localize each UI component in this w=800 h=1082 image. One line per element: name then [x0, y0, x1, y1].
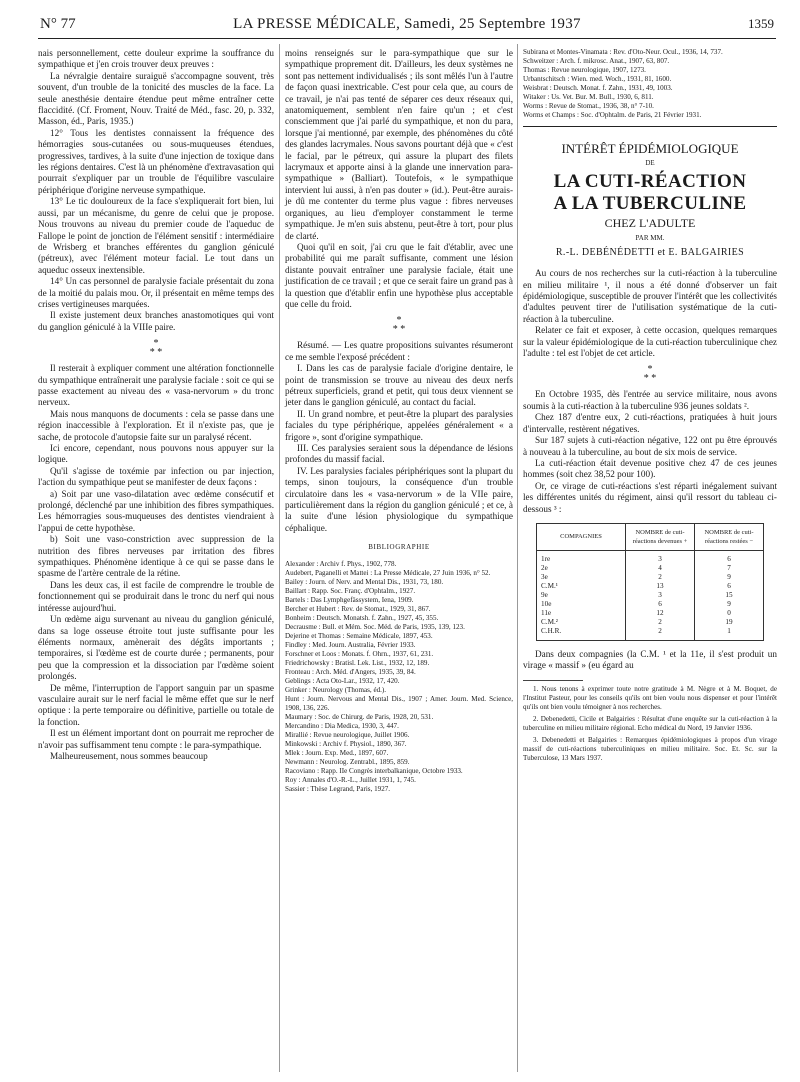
- bib-entry: Decrausme : Bull. et Mém. Soc. Méd. de Paris, 1935, 139, 123.: [285, 622, 465, 631]
- bib-entry: Bartels : Das Lymphgefässystem, Iena, 1909.: [285, 595, 414, 604]
- bib-entry: Urbantschitsch : Wien. med. Woch., 1931, 81, 1600.: [523, 75, 672, 83]
- bib-entry: Worms : Revue de Stomat., 1936, 38, n° 7-10.: [523, 102, 654, 110]
- section-asterism: * * *: [392, 315, 406, 336]
- paragraph: 14° Un cas personnel de paralysie faciale présentait du zona de la moitié du palais mou. Or, il présentait en même temps des crises vertigineuses marquées.: [38, 276, 274, 309]
- table-header: NOMBRE de cuti-réactions restées −: [695, 523, 764, 550]
- bibliography-list: [285, 560, 513, 794]
- column-divider: [279, 44, 280, 1072]
- summary-paragraph: III. Ces paralysies seraient sous la dépendance de lésions profondes du massif facial.: [285, 443, 513, 465]
- bib-entry: Geblings : Acta Oto-Lar., 1932, 17, 420.: [285, 676, 400, 685]
- bib-entry: Audebert, Paganelli et Mattei : La Presse Médicale, 27 Juin 1936, n° 52.: [285, 568, 491, 577]
- bib-entry: Worms et Champs : Soc. d'Ophtalm. de Paris, 21 Février 1931.: [523, 111, 702, 119]
- footnote: 3. Debenedetti et Balgairies : Remarques épidémiologiques à propos d'un virage massif de cuti-réactions tuberculiniques en milieu militaire. Soc. Et. Sc. sur la Tuberculose, 13 Mars 1937.: [523, 735, 777, 762]
- bib-entry: Bailey : Journ. of Nerv. and Mental Dis., 1931, 73, 180.: [285, 577, 444, 586]
- bib-entry: Maumary : Soc. de Chirurg. de Paris, 1928, 20, 531.: [285, 712, 434, 721]
- table-cell: 6: [695, 582, 764, 591]
- bib-entry: Subirana et Montes-Vinamata : Rev. d'Oto-Neur. Ocul., 1936, 14, 737.: [523, 48, 723, 56]
- bib-entry: Friedrichowsky : Bratisl. Lek. List., 1932, 12, 189.: [285, 658, 430, 667]
- column-divider: [517, 44, 518, 1072]
- table-row: [537, 600, 764, 609]
- table-cell: 1re: [537, 550, 626, 564]
- bib-entry: Hunt : Journ. Nervous and Mental Dis., 1907 ; Amer. Journ. Med. Science, 1908, 136, 226.: [285, 694, 513, 712]
- paragraph: Dans deux compagnies (la C.M. ¹ et la 11e, il s'est produit un virage « massif » (eu égard au: [523, 648, 777, 671]
- paragraph: Ici encore, cependant, nous pouvons nous appuyer sur la logique.: [38, 443, 274, 465]
- summary-paragraph: Résumé. — Les quatre propositions suivantes résumeront ce me semble l'exposé précédent :: [285, 340, 513, 362]
- bibliography-heading: BIBLIOGRAPHIE: [368, 543, 430, 552]
- table-row: [537, 550, 764, 564]
- bib-entry: Fronteau : Arch. Méd. d'Angers, 1935, 39, 84.: [285, 667, 416, 676]
- table-cell: C.M.²: [537, 618, 626, 627]
- bib-entry: Dejerine et Thomas : Semaine Médicale, 1897, 453.: [285, 631, 433, 640]
- table-cell: 9e: [537, 591, 626, 600]
- table-cell: 12: [626, 609, 695, 618]
- paragraph: Au cours de nos recherches sur la cuti-réaction à la tuberculine en milieu militaire ¹, il nous a été donné d'observer un fait épidémiologique, susceptible de prouver l'intérêt que les collectivités d'adultes peuvent tirer de l'utilisation systématique de la cuti-réaction à la tuberculine.: [523, 268, 777, 324]
- table-row: [537, 627, 764, 641]
- paragraph: Malheureusement, nous sommes beaucoup: [50, 750, 208, 761]
- paragraph: Mais nous manquons de documents : cela se passe dans une région inaccessible à l'exploration. Et il n'existe pas, que je sache, de protocole d'autopsie faite sur un paralysé récent.: [38, 408, 274, 442]
- bib-entry: Sassier : Thèse Legrand, Paris, 1927.: [285, 784, 391, 793]
- bib-entry: Mlek : Journ. Exp. Med., 1897, 607.: [285, 748, 389, 757]
- bib-entry: Racoviano : Rapp. IIe Congrès interbalkanique, Octobre 1933.: [285, 766, 463, 775]
- table-cell: 0: [695, 609, 764, 618]
- table-cell: 9: [695, 600, 764, 609]
- paragraph: Il resterait à expliquer comment une altération fonctionnelle du sympathique entraînerait une paralysie faciale : soit ce qui se passe exactement au niveau des « vasa-nervorum » du tronc nerveux.: [38, 363, 274, 408]
- paragraph: nais personnellement, cette douleur exprime la souffrance du sympathique et j'en crois trouver deux preuves :: [38, 48, 274, 70]
- table-cell: 6: [695, 550, 764, 564]
- footnote: 1. Nous tenons à exprimer toute notre gratitude à M. Nègre et à M. Boquet, de l'Institut Pasteur, pour les conseils qu'ils ont bien voulu nous dispenser et pour l'intérêt qu'ils ont bien voulu témoigner à nos recherches.: [523, 684, 777, 711]
- table-row: [537, 564, 764, 573]
- summary-paragraph: I. Dans les cas de paralysie faciale d'origine dentaire, le point de transmission se trouve au niveau des deux nerfs pétreux superficiels, grand et petit, qui tous deux viennent se jeter dans le ganglion géniculé, au contact du facial.: [285, 363, 513, 408]
- bib-entry: Thomas : Revue neurologique, 1907, 1273.: [523, 66, 646, 74]
- bib-entry: Newmann : Neurolog. Zentrabl., 1895, 859.: [285, 757, 410, 766]
- article-separator: [523, 126, 777, 127]
- issue-number: N° 77: [40, 16, 76, 32]
- bib-entry: Minkowski : Archiv f. Physiol., 1890, 367.: [285, 739, 407, 748]
- bib-entry: Bonheim : Deutsch. Monatsh. f. Zahn., 1927, 45, 355.: [285, 613, 439, 622]
- article-title-line-4: CHEZ L'ADULTE: [604, 216, 696, 231]
- bib-entry: Weisbrat : Deutsch. Monat. f. Zahn., 1931, 49, 1003.: [523, 84, 673, 92]
- table-cell: C.M.¹: [537, 582, 626, 591]
- journal-title: LA PRESSE MÉDICALE, Samedi, 25 Septembre 1937: [233, 16, 581, 32]
- paragraph: Quoi qu'il en soit, j'ai cru que le fait d'établir, avec une probabilité qui me paraît suffisante, comment une lésion distante pouvait entraîner une paralysie faciale, était une justification de ce travail ; et que ce serait faire un grand pas à la question que d'établir enfin une hypothèse plus acceptable que celle du froid.: [285, 241, 513, 309]
- table-header-row: [537, 523, 764, 550]
- article-title-line-3: A LA TUBERCULINE: [553, 193, 747, 215]
- table-cell: C.H.R.: [537, 627, 626, 641]
- paragraph: a) Soit par une vaso-dilatation avec œdème consécutif et prolongé, déclenché par une inhibition des fibres sympathiques. Les hémorragies sous-muqueuses des dentistes viendraient à l'appui de cette hypothèse.: [38, 488, 274, 533]
- footnote-separator: [523, 680, 583, 681]
- paragraph: 13° Le tic douloureux de la face s'expliquerait fort bien, lui aussi, par un mécanisme, du genre de celui que je propose. Nous trouvons au niveau du premier coude de l'aqueduc de Fallope le point de jonction de l'élément sensitif : intermédiaire de Wrisberg et branches efférentes du ganglion géniculé (pétreux), avec l'élément moteur facial. Le tout dans un aqueduc osseux inextensible.: [38, 196, 274, 275]
- section-asterism: * * *: [149, 338, 163, 359]
- paragraph: Sur 187 sujets à cuti-réaction négative, 122 ont pu être éprouvés à nouveau à la tuberculine, au bout de six mois de service.: [523, 435, 777, 457]
- paragraph: Relater ce fait et exposer, à cette occasion, quelques remarques sur la valeur épidémiologique de la cuti-réaction tuberculinique chez l'adulte : tel est l'objet de cet article.: [523, 325, 777, 359]
- column-1: [38, 48, 274, 762]
- paragraph: 12° Tous les dentistes connaissent la fréquence des hémorragies sous-cutanées ou sous-muqueuses étendues, progressives, tardives, à la suite d'une injection de toxique dans les régions dentaires. C'est là un phénomène d'extravasation qui pourrait s'expliquer par un trouble de l'équilibre vasculaire périphérique d'origine nerveuse sympathique.: [38, 127, 274, 195]
- article-title-line-2: LA CUTI-RÉACTION: [553, 171, 747, 193]
- column-2: [285, 48, 513, 794]
- bib-entry: Alexander : Archiv f. Phys., 1902, 778.: [285, 559, 397, 568]
- table-cell: 2: [626, 627, 695, 641]
- column-3: [523, 48, 777, 763]
- bib-entry: Baillart : Rapp. Soc. Franç. d'Ophtalm., 1927.: [285, 586, 416, 595]
- article-par: PAR MM.: [635, 234, 665, 243]
- table-cell: 3: [626, 591, 695, 600]
- paragraph: En Octobre 1935, dès l'entrée au service militaire, nous avons soumis à la cuti-réaction à la tuberculine 936 jeunes soldats ².: [523, 389, 777, 411]
- paragraph: La cuti-réaction était devenue positive chez 47 de ces jeunes hommes (soit chez 38,52 pour 100).: [523, 457, 777, 480]
- summary-paragraph: II. Un grand nombre, et peut-être la plupart des paralysies faciales du type périphérique, appelées généralement « a frigore », sont d'origine sympathique.: [285, 408, 513, 442]
- paragraph: Il est un élément important dont on pourrait me reprocher de n'avoir pas suffisamment tenu compte : le para-sympathique.: [38, 728, 274, 750]
- bib-entry: Roy : Annales d'O.-R.-L., Juillet 1931, 1, 745.: [285, 775, 416, 784]
- table-cell: 13: [626, 582, 695, 591]
- bib-entry: Forschner et Loos : Monats. f. Ohrn., 1937, 61, 231.: [285, 649, 434, 658]
- table-row: [537, 609, 764, 618]
- page-number: 1359: [748, 16, 774, 31]
- table-cell: 3e: [537, 573, 626, 582]
- table-cell: 2: [626, 618, 695, 627]
- paragraph: Il existe justement deux branches anastomotiques qui vont du ganglion géniculé à la VIIIe paire.: [38, 310, 274, 332]
- bib-entry: Grinker : Neurology (Thomas, éd.).: [285, 685, 387, 694]
- table-cell: 6: [626, 600, 695, 609]
- table-cell: 2: [626, 573, 695, 582]
- table-cell: 10e: [537, 600, 626, 609]
- table-row: [537, 573, 764, 582]
- bibliography-continued: [523, 48, 777, 120]
- table-cell: 7: [695, 564, 764, 573]
- table-cell: 2e: [537, 564, 626, 573]
- table-header: NOMBRE de cuti-réactions devenues +: [626, 523, 695, 550]
- table-cell: 1: [695, 627, 764, 641]
- paragraph: Dans les deux cas, il est facile de comprendre le trouble de fonctionnement qui se produirait dans le tronc du nerf qui nous intéresse aujourd'hui.: [38, 579, 274, 613]
- paragraph: b) Soit une vaso-constriction avec suppression de la nutrition des fibres nerveuses par irritation des fibres sympathiques. Phénomène identique à ce qui se passe dans le spasme de l'artère centrale de la rétine.: [38, 534, 274, 579]
- table-row: [537, 591, 764, 600]
- section-asterism: * * *: [643, 364, 657, 385]
- article-authors: R.-L. DEBÉNÉDETTI et E. BALGAIRIES: [555, 246, 745, 258]
- article-title-de: DE: [645, 159, 655, 167]
- table-row: [537, 618, 764, 627]
- results-table: [536, 523, 764, 641]
- paragraph: De même, l'interruption de l'apport sanguin par un spasme vasculaire aurait sur le nerf facial le même effet que sur le nerf optique : la perte temporaire ou définitive, partielle ou totale de la fonction.: [38, 682, 274, 727]
- paragraph: Un œdème aigu survenant au niveau du ganglion géniculé, dans sa loge osseuse étroite tout juste suffisante pour les éléments normaux, amènerait des dégâts importants ; temporaires, si l'œdème est de courte durée ; permanents, pour peu que la compression et la dissociation par l'œdème soient prolongés.: [38, 614, 274, 682]
- table-row: [537, 582, 764, 591]
- bib-entry: Mercandino : Dia Medica, 1930, 3, 447.: [285, 721, 399, 730]
- page-header: [38, 14, 776, 39]
- bib-entry: Witaker : Us. Vet. Bur. M. Bull., 1930, 6, 811.: [523, 93, 654, 101]
- bib-entry: Findley : Med. Journ. Australia, Février 1933.: [285, 640, 416, 649]
- table-cell: 9: [695, 573, 764, 582]
- paragraph: Or, ce virage de cuti-réactions s'est réparti inégalement suivant les différentes unités du régiment, ainsi qu'il ressort du tableau ci-dessous ³ :: [523, 480, 777, 514]
- paragraph: Chez 187 d'entre eux, 2 cuti-réactions, pratiquées à huit jours d'intervalle, restèrent négatives.: [523, 412, 777, 434]
- paragraph: La névralgie dentaire suraiguë s'accompagne souvent, très souvent, d'un trouble de la tonicité des muscles de la face. La seule anesthésie dentaire étendue peut même entraîner cette flaccidité. (Cf. Froment, Nouv. Traité de Méd., fasc. 20, p. 332, Masson, éd., Paris, 1935.): [38, 70, 274, 127]
- table-cell: 19: [695, 618, 764, 627]
- table-cell: 3: [626, 550, 695, 564]
- table-header: COMPAGNIES: [537, 523, 626, 550]
- summary-paragraph: IV. Les paralysies faciales périphériques sont la plupart du temps, sinon toujours, la conséquence d'un trouble circulatoire dans les « vasa-nervorum » de la VIIe paire, particulièrement dans la région du ganglion géniculé ; et ce, à la suite d'une lésion physiologique du sympathique céphalique.: [285, 465, 513, 533]
- bib-entry: Mirallié : Revue neurologique, Juillet 1906.: [285, 730, 410, 739]
- bib-entry: Schweitzer : Arch. f. mikrosc. Anat., 1907, 63, 807.: [523, 57, 670, 65]
- table-cell: 4: [626, 564, 695, 573]
- article-title-line-1: INTÉRÊT ÉPIDÉMIOLOGIQUE: [561, 141, 739, 156]
- footnote: 2. Debenedetti, Cicile et Balgairies : Résultat d'une enquête sur la cuti-réaction à la tuberculine en milieu militaire régional. Echo médical du Nord, 19 Janvier 1936.: [523, 714, 777, 732]
- paragraph: moins renseignés sur le para-sympathique que sur le sympathique proprement dit. D'ailleurs, les deux systèmes ne sont pas nettement individualisés ; ils sont mêlés l'un à l'autre de façon quasi inextricable. C'est pour cela que, au cours de ce travail, je n'ai pas tenté de séparer ces deux réseaux qui, anatomiquement, semblent n'en faire qu'un ; et c'est consciemment que j'ai parlé du sympathique, et non du para, lorsque j'ai mentionné, par exemple, des phénomènes du côté des glandes lacrymales. Nous savons pourtant déjà que « c'est le facial, par le pétreux, qui assure la plupart des filets lacrymaux et apporte ainsi à la glande une innervation para-sympathique » (Balliart). Toutefois, « le sympathique intervient lui aussi, à n'en pas douter » (id.). Peut-être aurais-je dû me contenter du terme plus vague : fibres nerveuses organiques, au lieu d'employer constamment le terme sympathique. Je m'en suis abstenu, peut-être à tort, pour plus de clarté.: [285, 48, 513, 241]
- bib-entry: Bercher et Hubert : Rev. de Stomat., 1929, 31, 867.: [285, 604, 431, 613]
- paragraph: Qu'il s'agisse de toxémie par infection ou par injection, l'action du sympathique peut se manifester de deux façons :: [38, 465, 274, 488]
- table-cell: 11e: [537, 609, 626, 618]
- table-cell: 15: [695, 591, 764, 600]
